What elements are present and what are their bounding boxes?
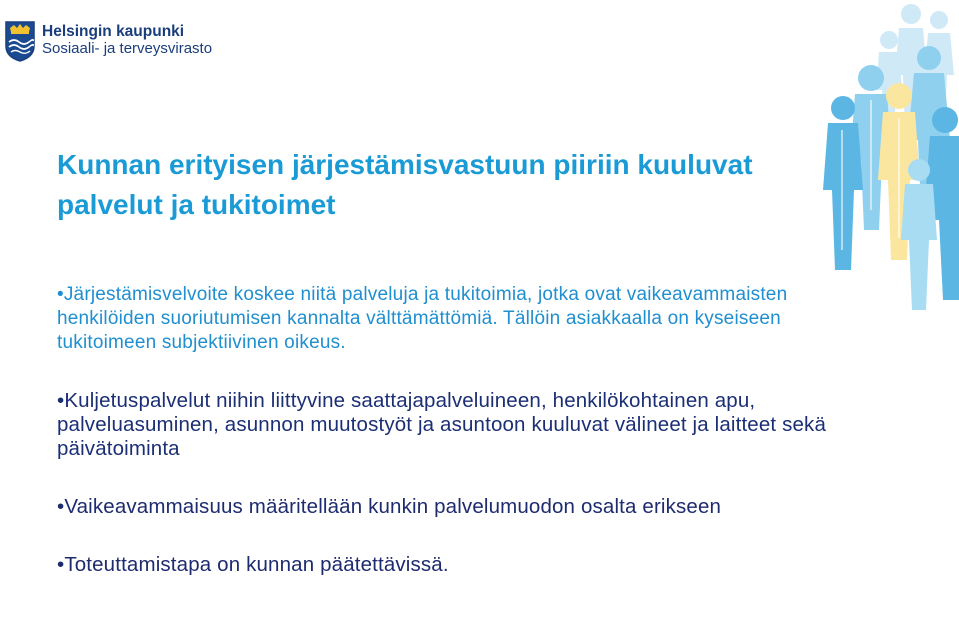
bullet-item: •Järjestämisvelvoite koskee niitä palveluja ja tukitoimia, jotka ovat vaikeavammaisten henkilöiden suoriutumisen kannalta välttämättömiä. Tällöin asiakkaalla on kyseiseen tukitoimeen subjektiivinen oikeus. <box>57 284 788 353</box>
bullet-item: •Kuljetuspalvelut niihin liittyvine saattajapalveluineen, henkilökohtainen apu, palveluasuminen, asunnon muutostyöt ja asuntoon kuuluvat välineet ja laitteet sekä päivätoiminta <box>57 389 827 460</box>
bullet-item: •Vaikeavammaisuus määritellään kunkin palvelumuodon osalta erikseen <box>57 495 722 518</box>
org-logo <box>3 20 212 62</box>
bullet-list <box>57 283 827 577</box>
org-department: Sosiaali- ja terveysvirasto <box>42 40 213 57</box>
slide-title: Kunnan erityisen järjestämisvastuun piiriin kuuluvat palvelut ja tukitoimet <box>57 149 753 220</box>
helsinki-crest-icon <box>3 20 37 62</box>
org-name: Helsingin kaupunki <box>42 23 185 40</box>
bullet-item: •Toteuttamistapa on kunnan päätettävissä. <box>57 553 449 576</box>
people-group-icon <box>819 0 959 320</box>
